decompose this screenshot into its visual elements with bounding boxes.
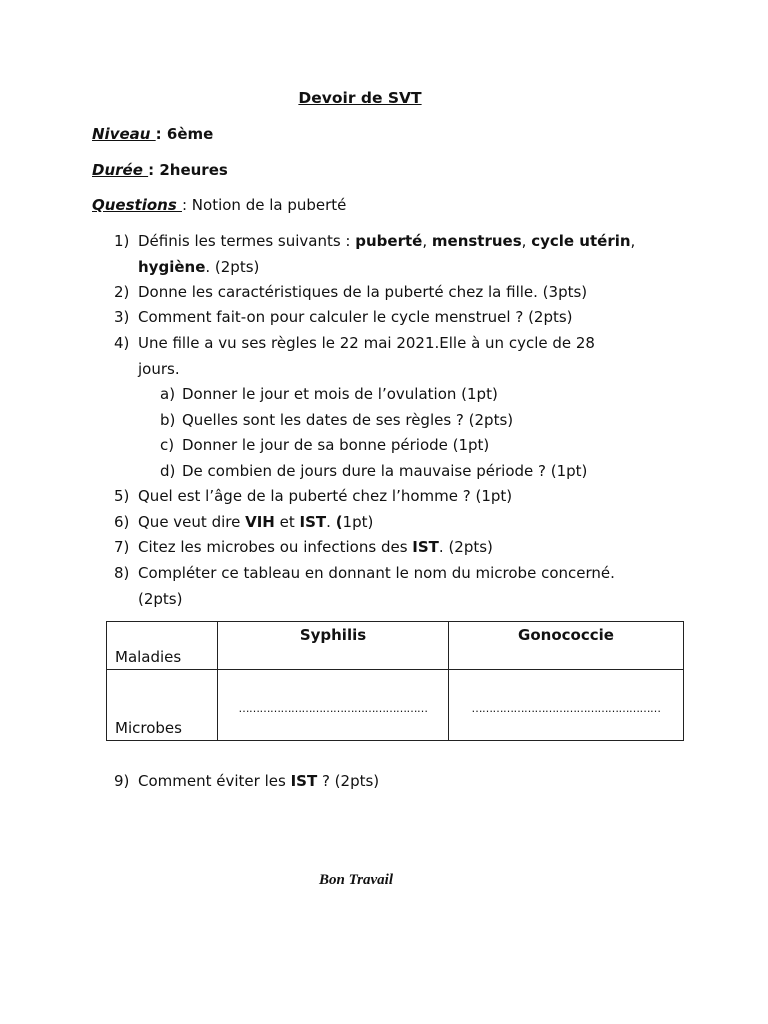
term-ist: IST: [290, 772, 318, 790]
question-text: Une fille a vu ses règles le 22 mai 2021.Elle à un cycle de 28: [138, 334, 595, 352]
question-number: 1): [114, 232, 130, 250]
question-points: . (2pts): [205, 258, 260, 276]
term-cycle-uterin: cycle utérin: [531, 232, 631, 250]
questions-topic: : Notion de la puberté: [181, 196, 347, 214]
question-number: 7): [114, 538, 130, 556]
question-text: Définis les termes suivants :: [138, 232, 356, 250]
microbes-table: [106, 621, 684, 741]
question-4-continued: jours.: [138, 360, 180, 378]
paren: (: [335, 513, 343, 531]
question-9: [114, 772, 379, 790]
duree-line: [92, 161, 228, 179]
question-text: et: [274, 513, 300, 531]
question-text: .: [326, 513, 336, 531]
sub-question-letter: d): [160, 462, 176, 480]
sub-question-letter: c): [160, 436, 175, 454]
question-number: 2): [114, 283, 130, 301]
question-number: 9): [114, 772, 130, 790]
separator: ,: [630, 232, 636, 250]
closing-note: Bon Travail: [318, 872, 394, 888]
sub-question-text: De combien de jours dure la mauvaise période ? (1pt): [182, 462, 588, 480]
question-1-continued: [138, 258, 259, 276]
questions-label: Questions: [92, 196, 182, 214]
term-menstrues: menstrues: [431, 232, 522, 250]
niveau-line: [92, 125, 213, 143]
term-ist: IST: [299, 513, 327, 531]
question-8: [114, 564, 615, 582]
question-8-continued: (2pts): [138, 590, 183, 608]
sub-question-letter: b): [160, 411, 176, 429]
duree-value: : 2heures: [148, 161, 228, 179]
question-3: [114, 308, 573, 326]
question-1: [114, 232, 635, 250]
table-row: [107, 622, 684, 670]
document-title: Devoir de SVT: [298, 89, 422, 107]
term-puberte: puberté: [355, 232, 423, 250]
column-header-gonococcie: Gonococcie: [449, 622, 684, 670]
question-7: [114, 538, 493, 556]
term-vih: VIH: [245, 513, 275, 531]
question-4: [114, 334, 595, 352]
sub-question-c: [160, 436, 489, 454]
question-text: Citez les microbes ou infections des: [138, 538, 413, 556]
term-ist: IST: [412, 538, 439, 556]
niveau-value: : 6ème: [155, 125, 214, 143]
question-text: Quel est l’âge de la puberté chez l’homme ? (1pt): [138, 487, 513, 505]
sub-question-a: [160, 385, 498, 403]
question-points: ? (2pts): [317, 772, 380, 790]
row-label-microbes: Microbes: [107, 670, 218, 741]
question-number: 8): [114, 564, 130, 582]
question-number: 5): [114, 487, 130, 505]
question-points: . (2pts): [438, 538, 493, 556]
answer-blank-syphilis[interactable]: ………………………………………………: [218, 670, 449, 741]
sub-question-d: [160, 462, 587, 480]
sub-question-text: Donner le jour et mois de l’ovulation (1pt): [182, 385, 498, 403]
question-6: [114, 513, 373, 531]
separator: ,: [422, 232, 432, 250]
row-label-maladies: Maladies: [107, 622, 218, 670]
niveau-label: Niveau: [92, 125, 156, 143]
question-number: 4): [114, 334, 130, 352]
column-header-syphilis: Syphilis: [218, 622, 449, 670]
question-2: [114, 283, 587, 301]
duree-label: Durée: [92, 161, 149, 179]
question-text: Donne les caractéristiques de la puberté chez la fille. (3pts): [138, 283, 588, 301]
question-points: 1pt): [342, 513, 374, 531]
answer-blank-gonococcie[interactable]: ………………………………………………: [449, 670, 684, 741]
question-number: 6): [114, 513, 130, 531]
sub-question-text: Quelles sont les dates de ses règles ? (2pts): [182, 411, 514, 429]
sub-question-text: Donner le jour de sa bonne période (1pt): [182, 436, 490, 454]
term-hygiene: hygiène: [138, 258, 206, 276]
question-text: Compléter ce tableau en donnant le nom du microbe concerné.: [138, 564, 615, 582]
sub-question-b: [160, 411, 513, 429]
question-text: Comment fait-on pour calculer le cycle menstruel ? (2pts): [138, 308, 573, 326]
question-text: Comment éviter les: [138, 772, 291, 790]
question-text: Que veut dire: [138, 513, 246, 531]
question-number: 3): [114, 308, 130, 326]
questions-line: [92, 196, 346, 214]
sub-question-letter: a): [160, 385, 176, 403]
table-row: [107, 670, 684, 741]
separator: ,: [521, 232, 532, 250]
question-5: [114, 487, 512, 505]
